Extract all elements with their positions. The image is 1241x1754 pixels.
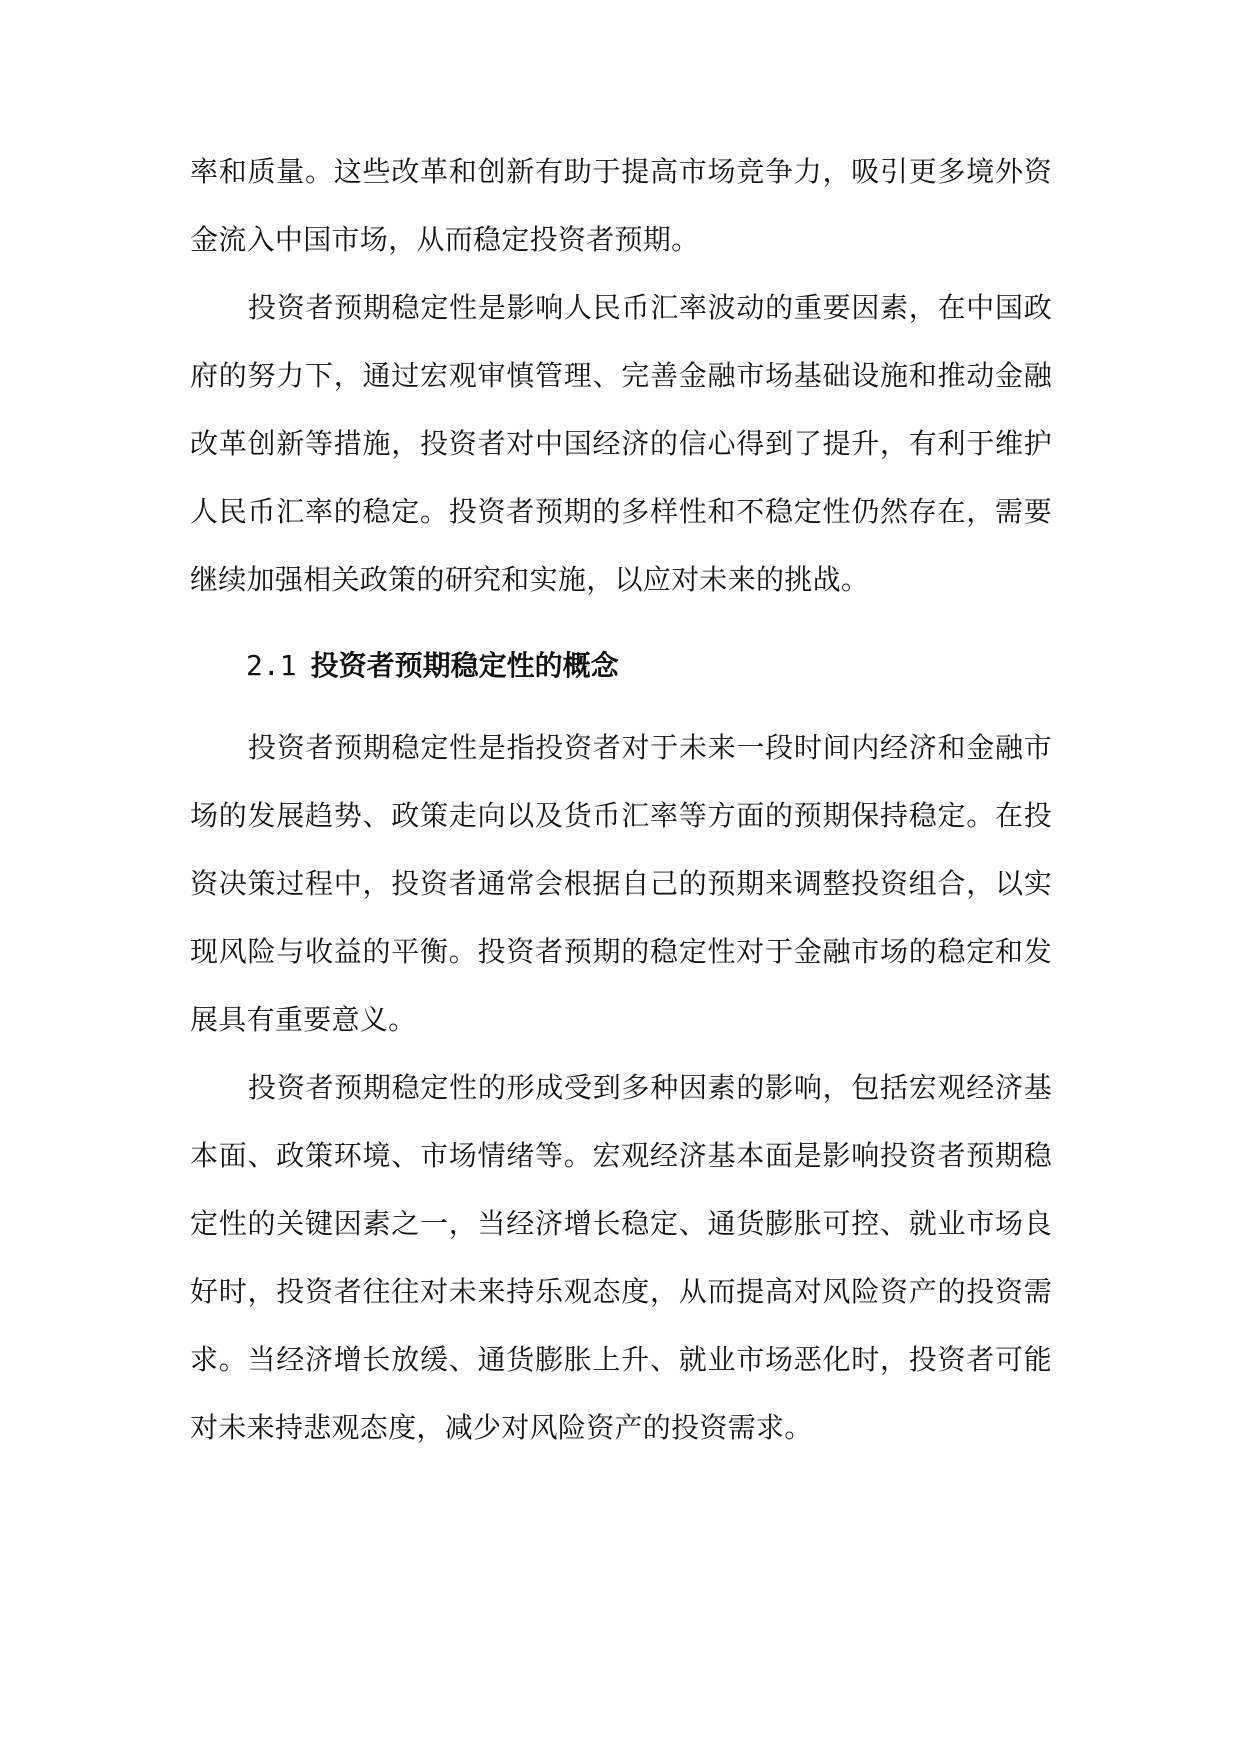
section-title: 投资者预期稳定性的概念 [310, 649, 619, 682]
paragraph-factors: 投资者预期稳定性的形成受到多种因素的影响，包括宏观经济基本面、政策环境、市场情绪等。宏观经济基本面是影响投资者预期稳定性的关键因素之一，当经济增长稳定、通货膨胀可控、就业市场良好时，投资者往往对未来持乐观态度，从而提高对风险资产的投资需求。当经济增长放缓、通货膨胀上升、就业市场恶化时，投资者可能对未来持悲观态度，减少对风险资产的投资需求。 [190, 1071, 1052, 1444]
paragraph-definition: 投资者预期稳定性是指投资者对于未来一段时间内经济和金融市场的发展趋势、政策走向以及货币汇率等方面的预期保持稳定。在投资决策过程中，投资者通常会根据自己的预期来调整投资组合，以实现风险与收益的平衡。投资者预期的稳定性对于金融市场的稳定和发展具有重要意义。 [190, 731, 1052, 1036]
document-page [190, 138, 1052, 1462]
section-heading [190, 628, 1052, 704]
paragraph-continuation: 率和质量。这些改革和创新有助于提高市场竞争力，吸引更多境外资金流入中国市场，从而稳定投资者预期。 [190, 155, 1052, 256]
paragraph-summary: 投资者预期稳定性是影响人民币汇率波动的重要因素，在中国政府的努力下，通过宏观审慎管理、完善金融市场基础设施和推动金融改革创新等措施，投资者对中国经济的信心得到了提升，有利于维护人民币汇率的稳定。投资者预期的多样性和不稳定性仍然存在，需要继续加强相关政策的研究和实施，以应对未来的挑战。 [190, 291, 1052, 596]
section-number: 2.1 [246, 649, 297, 682]
